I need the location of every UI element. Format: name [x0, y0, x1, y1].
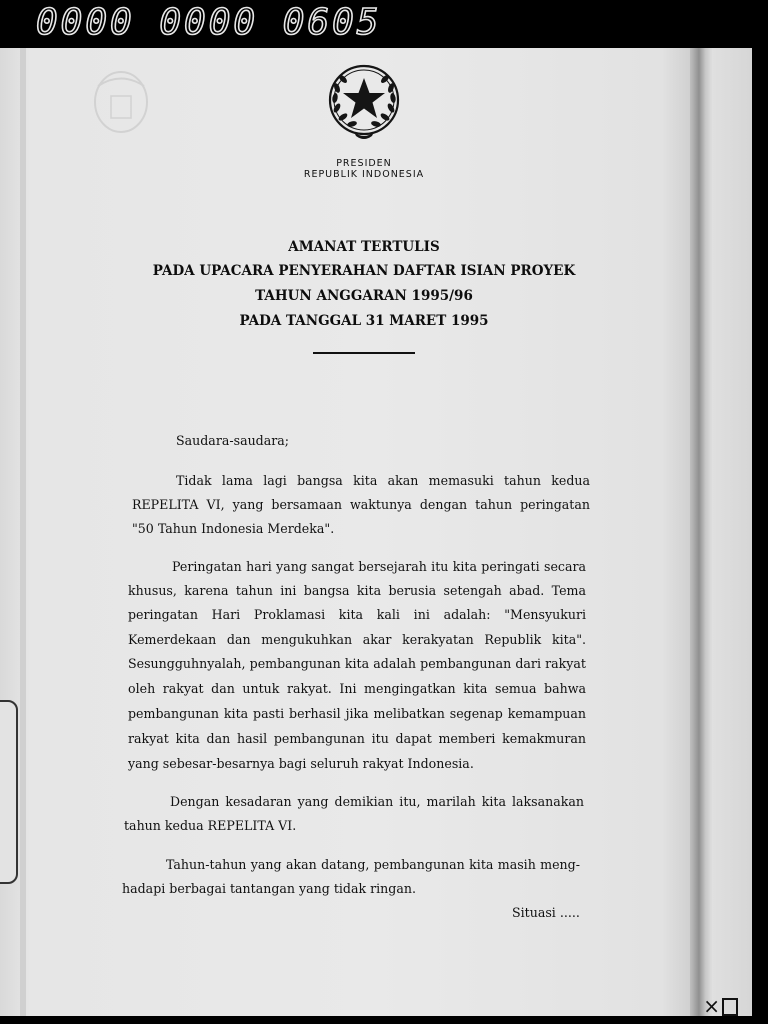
title-line-4: PADA TANGGAL 31 MARET 1995	[239, 313, 489, 329]
corner-box-mark	[722, 998, 738, 1016]
catchword: Situasi .....	[512, 905, 580, 920]
paragraph-2-line-9: yang sebesar-besarnya bagi seluruh rakyat Indonesia.	[128, 756, 474, 771]
corner-x-mark: ×	[703, 994, 720, 1018]
film-frame-code: 0000 0000 0605	[36, 2, 382, 43]
letterhead-line-1: PRESIDEN	[336, 158, 392, 169]
paragraph-2-line-2: khusus, karena tahun ini bangsa kita berusia setengah abad. Tema	[128, 583, 586, 598]
paragraph-2-line-1: Peringatan hari yang sangat bersejarah itu kita peringati secara	[172, 559, 586, 574]
paragraph-4-line-2: hadapi berbagai tantangan yang tidak ringan.	[122, 881, 416, 896]
letterhead-line-2: REPUBLIK INDONESIA	[303, 169, 425, 180]
paragraph-2-line-4: Kemerdekaan dan mengukuhkan akar kerakyatan Republik kita".	[128, 632, 586, 647]
paragraph-1-line-3: "50 Tahun Indonesia Merdeka".	[132, 521, 335, 536]
title-divider	[313, 352, 415, 354]
presidential-seal-icon	[320, 62, 408, 144]
ghost-emblem-icon	[86, 66, 156, 146]
paragraph-2-line-6: oleh rakyat dan untuk rakyat. Ini mengingatkan kita semua bahwa	[128, 681, 586, 696]
right-page-edge	[690, 48, 712, 1016]
title-line-1: AMANAT TERTULIS	[288, 239, 440, 255]
paragraph-1-line-1: Tidak lama lagi bangsa kita akan memasuki tahun kedua	[176, 473, 590, 488]
paragraph-4-line-1: Tahun-tahun yang akan datang, pembangunan kita masih meng-	[166, 857, 580, 872]
paragraph-1-line-2: REPELITA VI, yang bersamaan waktunya dengan tahun peringatan	[132, 497, 590, 512]
title-line-3: TAHUN ANGGARAN 1995/96	[255, 288, 473, 304]
paragraph-2-line-5: Sesungguhnyalah, pembangunan kita adalah pembangunan dari rakyat	[128, 656, 586, 671]
paragraph-3-line-1: Dengan kesadaran yang demikian itu, marilah kita laksanakan	[170, 794, 584, 809]
title-line-2: PADA UPACARA PENYERAHAN DAFTAR ISIAN PROYEK	[152, 263, 576, 279]
binder-tab	[0, 700, 18, 884]
paragraph-2-line-7: pembangunan kita pasti berhasil jika melibatkan segenap kemampuan	[128, 706, 586, 721]
paragraph-2-line-3: peringatan Hari Proklamasi kita kali ini adalah: "Mensyukuri	[128, 607, 586, 622]
paragraph-3-line-2: tahun kedua REPELITA VI.	[124, 818, 297, 833]
salutation: Saudara-saudara;	[176, 433, 290, 448]
paragraph-2-line-8: rakyat kita dan hasil pembangunan itu dapat memberi kemakmuran	[128, 731, 586, 746]
left-page-edge	[20, 48, 26, 1016]
